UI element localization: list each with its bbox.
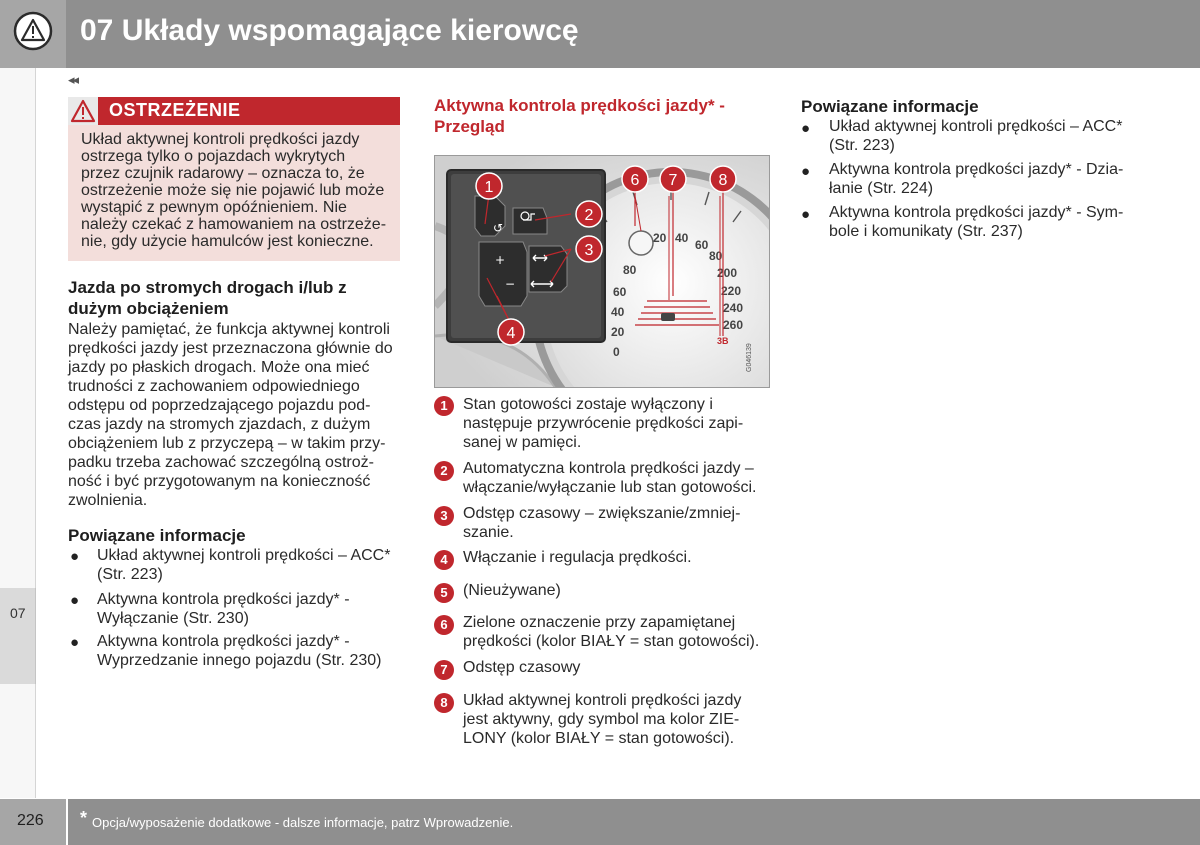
item-number-badge: 1: [434, 396, 454, 416]
warning-text-line: przez czujnik radarowy – oznacza to, że: [81, 165, 365, 182]
warning-label: OSTRZEŻENIE: [109, 100, 241, 120]
bullet-icon: ●: [801, 120, 811, 137]
related-link[interactable]: łanie (Str. 224): [829, 180, 934, 197]
item-text-line: następuje przywrócenie prędkości zapi-: [463, 415, 744, 432]
header-icon-cell: [0, 0, 66, 68]
cruise-control-illustration: [435, 156, 769, 387]
speed-label: 260: [723, 318, 744, 332]
svg-text:3B: 3B: [717, 336, 729, 346]
section-heading: Jazda po stromych drogach i/lub z: [68, 278, 347, 297]
warning-text-line: Układ aktywnej kontroli prędkości jazdy: [81, 131, 360, 148]
warning-triangle-small-icon: [68, 97, 98, 125]
plus-button-glyph: +: [495, 253, 506, 267]
figure-code: G046139: [746, 343, 753, 372]
related-link[interactable]: Wyprzedzanie innego pojazdu (Str. 230): [97, 652, 382, 669]
overview-title: Przegląd: [434, 117, 505, 136]
speed-label: 80: [623, 263, 637, 277]
body-text-line: zwolnienia.: [68, 492, 148, 509]
warning-icon-cell: [68, 97, 98, 125]
back-nav-icon[interactable]: ◂◂: [68, 72, 78, 87]
callout-label: 7: [668, 172, 678, 189]
item-text-line: Odstęp czasowy: [463, 659, 581, 676]
item-text-line: LONY (kolor BIAŁY = stan gotowości).: [463, 730, 735, 747]
callout-label: 4: [506, 325, 516, 342]
speed-label: 20: [611, 325, 625, 339]
warning-text-line: wystąpić z pewnym opóźnieniem. Nie: [81, 199, 347, 216]
speed-label: 60: [695, 238, 709, 252]
item-number-badge: 4: [434, 550, 454, 570]
related-link[interactable]: Układ aktywnej kontroli prędkości – ACC*: [829, 118, 1123, 135]
warning-text-line: nie, gdy użycie hamulców jest konieczne.: [81, 233, 374, 250]
related-link[interactable]: Aktywna kontrola prędkości jazdy* - Sym-: [829, 204, 1124, 221]
speed-label: 40: [675, 231, 689, 245]
item-text-line: Zielone oznaczenie przy zapamiętanej: [463, 614, 736, 631]
item-number-badge: 7: [434, 660, 454, 680]
speed-label: 200: [717, 266, 738, 280]
footnote-star: *: [80, 808, 88, 828]
item-text-line: Odstęp czasowy – zwiększanie/zmniej-: [463, 505, 741, 522]
related-link[interactable]: (Str. 223): [97, 566, 163, 583]
bullet-icon: ●: [801, 163, 811, 180]
bullet-icon: ●: [70, 592, 80, 609]
body-text-line: jazdy po płaskich drogach. Może ona mieć: [68, 359, 370, 376]
item-text-line: sanej w pamięci.: [463, 434, 582, 451]
item-number-badge: 8: [434, 693, 454, 713]
body-text-line: czas jazdy na stromych zjazdach, z dużym: [68, 416, 371, 433]
resume-button-glyph: ↺: [493, 221, 504, 235]
item-number-badge: 3: [434, 506, 454, 526]
item-number-badge: 6: [434, 615, 454, 635]
bullet-icon: ●: [70, 634, 80, 651]
speed-label: 60: [613, 285, 627, 299]
chapter-title: 07 Układy wspomagające kierowcę: [80, 14, 579, 47]
callout-label: 6: [630, 172, 640, 189]
speed-label: 0: [613, 345, 620, 359]
speed-label: 240: [723, 301, 744, 315]
body-text-line: padku trzeba zachować szczególną ostroż-: [68, 454, 374, 471]
chapter-tab[interactable]: [0, 588, 36, 684]
item-number-badge: 2: [434, 461, 454, 481]
related-link[interactable]: Aktywna kontrola prędkości jazdy* -: [97, 591, 350, 608]
body-text-line: Należy pamiętać, że funkcja aktywnej kontroli: [68, 321, 390, 338]
body-text-line: ność i być przygotowanym na konieczność: [68, 473, 371, 490]
related-info-heading: Powiązane informacje: [68, 526, 246, 545]
related-info-heading: Powiązane informacje: [801, 97, 979, 116]
sidebar-strip: [0, 68, 36, 798]
item-text-line: Włączanie i regulacja prędkości.: [463, 549, 692, 566]
related-link[interactable]: Wyłączanie (Str. 230): [97, 610, 249, 627]
item-text-line: (Nieużywane): [463, 582, 561, 599]
body-text-line: obciążeniem lub z przyczepą – w takim przy-: [68, 435, 386, 452]
related-link[interactable]: Układ aktywnej kontroli prędkości – ACC*: [97, 547, 391, 564]
footnote-text: Opcja/wyposażenie dodatkowe - dalsze informacje, patrz Wprowadzenie.: [92, 815, 514, 830]
chapter-tab-label: 07: [10, 605, 26, 621]
body-text-line: odstępu od poprzedzającego pojazdu pod-: [68, 397, 371, 414]
item-text-line: Automatyczna kontrola prędkości jazdy –: [463, 460, 754, 477]
page-number: 226: [17, 812, 44, 829]
item-text-line: prędkości (kolor BIAŁY = stan gotowości).: [463, 633, 760, 650]
body-text-line: trudności z zachowaniem odpowiedniego: [68, 378, 360, 395]
item-text-line: Układ aktywnej kontroli prędkości jazdy: [463, 692, 742, 709]
related-link[interactable]: Aktywna kontrola prędkości jazdy* - Dzia-: [829, 161, 1124, 178]
warning-text-line: ostrzeżenie może się nie pojawić lub może: [81, 182, 385, 199]
speed-label: 40: [611, 305, 625, 319]
related-link[interactable]: Aktywna kontrola prędkości jazdy* -: [97, 633, 350, 650]
item-text-line: włączanie/wyłączanie lub stan gotowości.: [463, 479, 757, 496]
body-text-line: prędkości jazdy jest przeznaczona głównie do: [68, 340, 393, 357]
bullet-icon: ●: [801, 206, 811, 223]
steering-wheel-and-instrument-figure: [434, 155, 770, 388]
callout-label: 3: [584, 242, 594, 259]
item-text-line: szanie.: [463, 524, 514, 541]
warning-text-line: ostrzega tylko o pojazdach wykrytych: [81, 148, 346, 165]
item-text-line: Stan gotowości zostaje wyłączony i: [463, 396, 713, 413]
item-number-badge: 5: [434, 583, 454, 603]
callout-label: 2: [584, 207, 594, 224]
overview-title: Aktywna kontrola prędkości jazdy* -: [434, 96, 725, 115]
callout-label: 1: [484, 179, 494, 196]
bullet-icon: ●: [70, 548, 80, 565]
speed-label: 80: [709, 249, 723, 263]
callout-label: 8: [718, 172, 728, 189]
related-link[interactable]: (Str. 223): [829, 137, 895, 154]
minus-button-glyph: −: [505, 277, 516, 291]
section-heading: dużym obciążeniem: [68, 299, 229, 318]
item-text-line: jest aktywny, gdy symbol ma kolor ZIE-: [463, 711, 740, 728]
speed-label: 20: [653, 231, 667, 245]
speed-label: 220: [721, 284, 742, 298]
warning-text-line: należy czekać z hamowaniem na ostrzeże-: [81, 216, 387, 233]
related-link[interactable]: bole i komunikaty (Str. 237): [829, 223, 1023, 240]
warning-triangle-icon: [13, 11, 53, 51]
